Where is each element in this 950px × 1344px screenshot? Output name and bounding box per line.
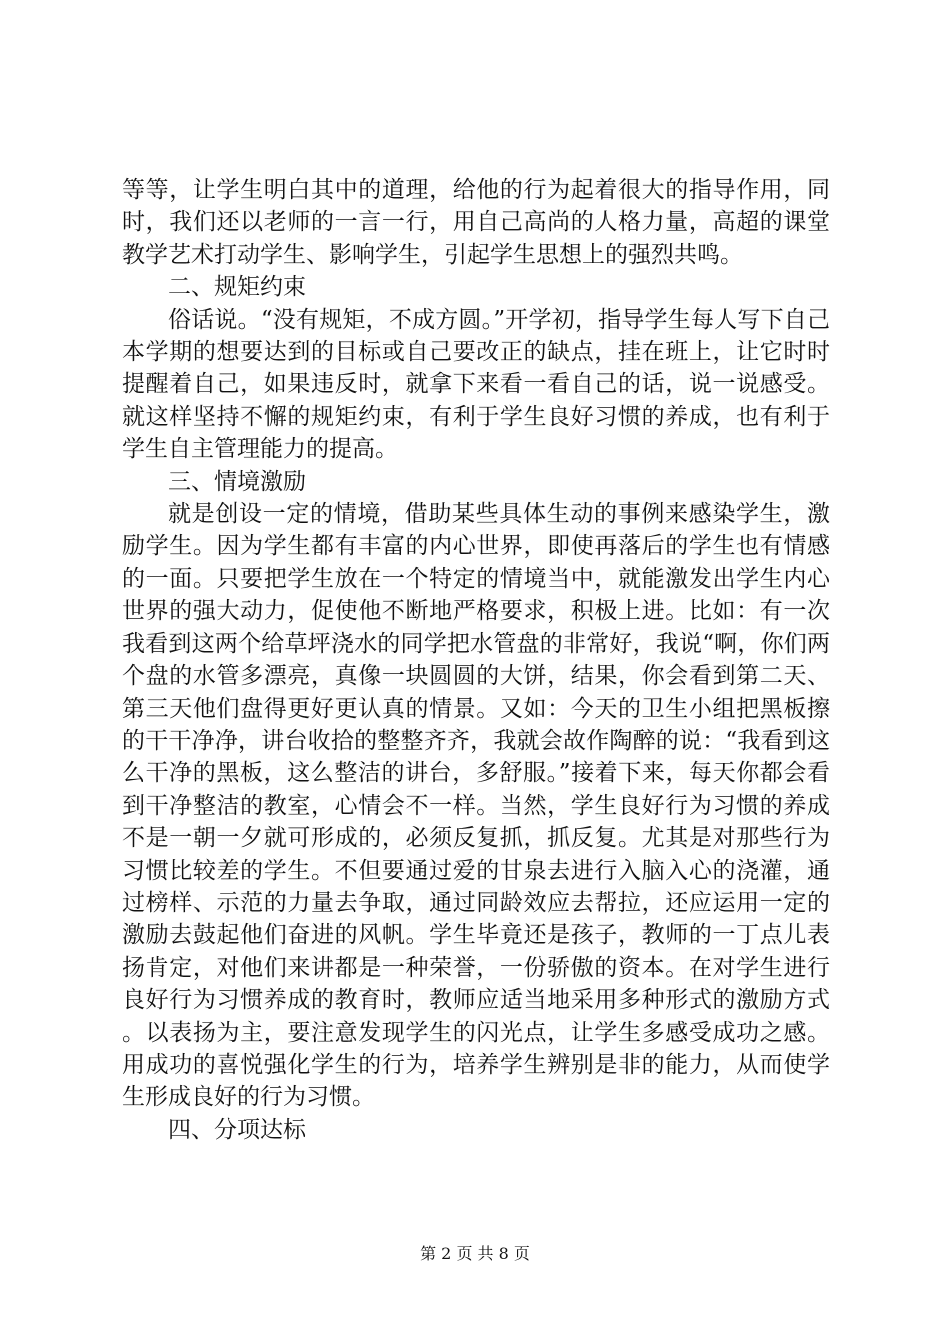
- paragraph-rules: 俗话说。“没有规矩，不成方圆。”开学初，指导学生每人写下自己本学期的想要达到的目标或自己要改正的缺点，挂在班上，让它时时提醒着自己，如果违反时，就拿下来看一看自己的话，说一说感受。就这样坚持不懈的规矩约束，有利于学生良好习惯的养成，也有利于学生自主管理能力的提高。: [122, 306, 830, 463]
- paragraph-intro: 等等，让学生明白其中的道理，给他的行为起着很大的指导作用，同时，我们还以老师的一言一行，用自己高尚的人格力量，高超的课堂教学艺术打动学生、影响学生，引起学生思想上的强烈共鸣。: [122, 177, 830, 268]
- section-heading-targets: 四、分项达标: [168, 1116, 306, 1143]
- section-heading-rules: 二、规矩约束: [168, 274, 306, 301]
- page-number-footer: 第 2 页 共 8 页: [420, 1244, 530, 1263]
- paragraph-situation: 就是创设一定的情境，借助某些具体生动的事例来感染学生，激励学生。因为学生都有丰富的内心世界，即使再落后的学生也有情感的一面。只要把学生放在一个特定的情境当中，就能激发出学生内心世界的强大动力，促使他不断地严格要求，积极上进。比如：有一次我看到这两个给草坪浇水的同学把水管盘的非常好，我说“啊，你们两个盘的水管多漂亮，真像一块圆圆的大饼，结果，你会看到第二天、第三天他们盘得更好更认真的情景。又如：今天的卫生小组把黑板擦的干干净净，讲台收拾的整整齐齐，我就会故作陶醉的说：“我看到这么干净的黑板，这么整洁的讲台，多舒服。”接着下来，每天你都会看到干净整洁的教室，心情会不一样。当然，学生良好行为习惯的养成不是一朝一夕就可形成的，必须反复抓，抓反复。尤其是对那些行为习惯比较差的学生。不但要通过爱的甘泉去进行入脑入心的浇灌，通过榜样、示范的力量去争取，通过同龄效应去帮拉，还应运用一定的激励去鼓起他们奋进的风帆。学生毕竟还是孩子，教师的一丁点儿表扬肯定，对他们来讲都是一种荣誉，一份骄傲的资本。在对学生进行良好行为习惯养成的教育时，教师应适当地采用多种形式的激励方式。以表扬为主，要注意发现学生的闪光点，让学生多感受成功之感。用成功的喜悦强化学生的行为，培养学生辨别是非的能力，从而使学生形成良好的行为习惯。: [122, 501, 830, 1111]
- document-body: [122, 174, 830, 1146]
- section-heading-situation: 三、情境激励: [168, 468, 306, 495]
